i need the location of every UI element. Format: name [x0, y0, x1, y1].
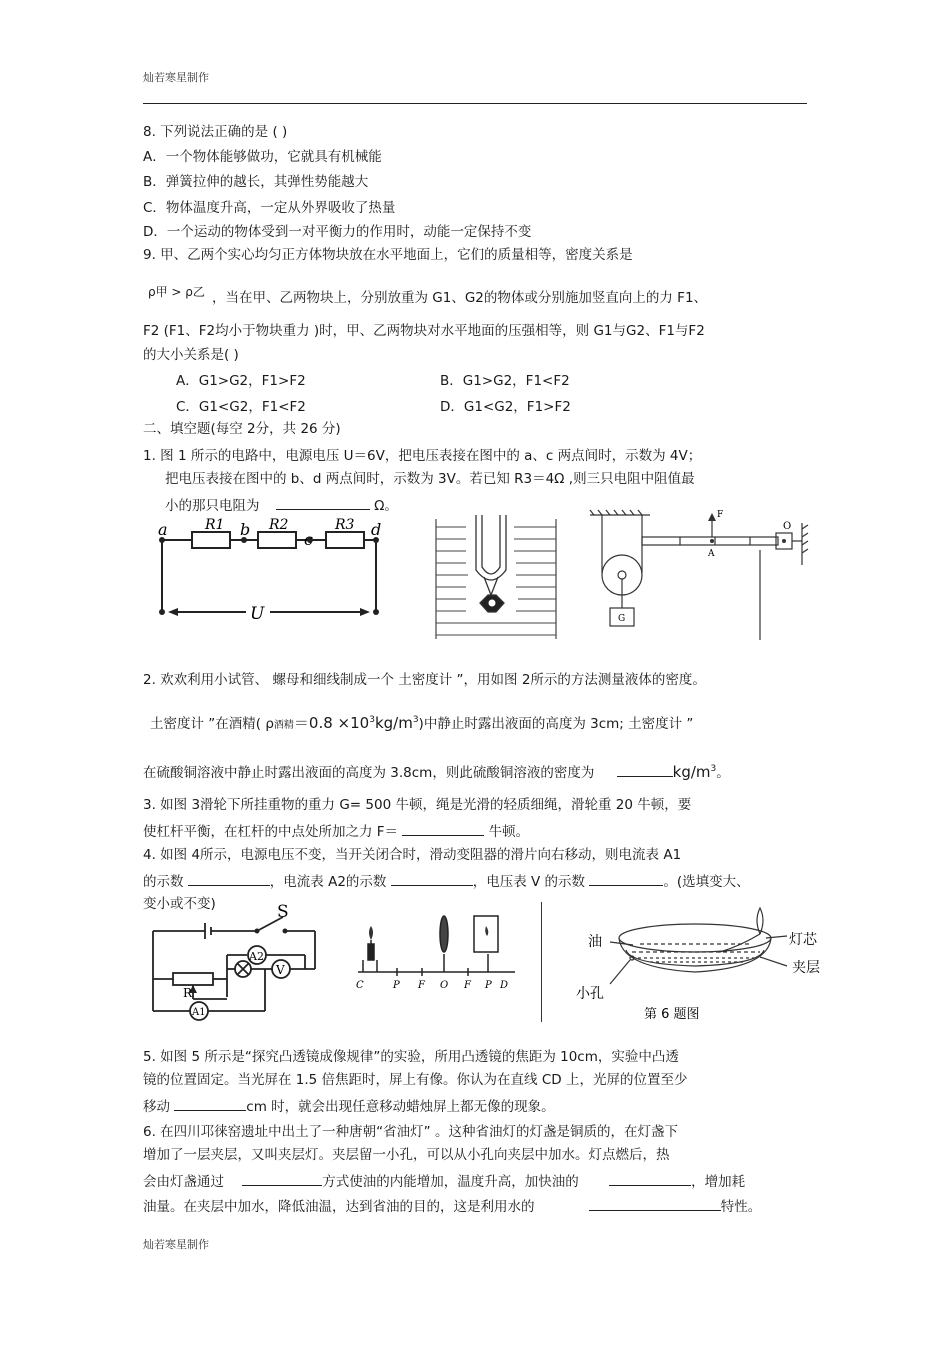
- figure-divider: [541, 902, 542, 1022]
- f4-line2-b: ，电流表 A2的示数: [269, 874, 387, 890]
- f2-line2: [150, 711, 693, 735]
- f6-line3-c: ，增加耗: [691, 1174, 746, 1190]
- f3-answer-blank[interactable]: [402, 821, 484, 836]
- f5-line2: 镜的位置固定。当光屏在 1.5 倍焦距时，屏上有像。你认为在直线 CD 上，光屏的位置至少: [143, 1072, 688, 1088]
- f3-line1: 3. 如图 3滑轮下所挂重物的重力 G= 500 牛顿，绳是光滑的轻质细绳，滑轮重 20 牛顿，要: [143, 797, 692, 813]
- f5-answer-blank[interactable]: [174, 1096, 246, 1111]
- f3-line2-b: 牛顿。: [488, 824, 530, 840]
- f2-line2-c: ＝0.8 ×10: [293, 714, 370, 732]
- fig3-label-f: F: [717, 510, 724, 520]
- f6-line3: [143, 1171, 745, 1191]
- fig6-caption: 第 6 题图: [644, 1007, 700, 1022]
- fig6-label-layer: 夹层: [792, 960, 820, 976]
- f4-line1: 4. 如图 4所示，电源电压不变，当开关闭合时，滑动变阻器的滑片向右移动，则电流表 A1: [143, 847, 682, 863]
- fig1-label-r2: R2: [269, 517, 289, 533]
- fig5-label-f1: F: [418, 980, 425, 991]
- q8-option-d: D．一个运动的物体受到一对平衡力的作用时，动能一定保持不变: [143, 224, 532, 240]
- f4-line3: 变小或不变): [143, 896, 216, 912]
- f4-answer-blank-v[interactable]: [589, 871, 663, 886]
- q9-line2: ，当在甲、乙两物块上，分别放重为 G1、G2的物体或分别施加竖直向上的力 F1、: [212, 290, 708, 306]
- f3-line2-a: 使杠杆平衡，在杠杆的中点处所加之力 F＝: [143, 824, 399, 840]
- fig4-label-a2: A2: [249, 950, 264, 963]
- q9-line4: 的大小关系是( ): [143, 347, 239, 363]
- f2-unit-sup: 3: [710, 764, 717, 774]
- header-rule: [143, 103, 807, 104]
- fig1-label-r3: R3: [335, 517, 355, 533]
- f4-answer-blank-a1[interactable]: [188, 871, 270, 886]
- f2-line2-g: )中静止时露出液面的高度为 3cm; 土密度计 ”: [418, 716, 694, 732]
- f6-answer-blank-1[interactable]: [242, 1171, 322, 1186]
- f2-line2-a: 土密度计 ”在酒精( ρ: [150, 716, 274, 732]
- q9-option-b: B．G1>G2，F1<F2: [440, 373, 570, 389]
- fig4-label-v: V: [276, 963, 285, 977]
- fig5-label-c: C: [356, 980, 364, 991]
- f1-line1: 1. 图 1 所示的电路中，电源电压 U＝6V，把电压表接在图中的 a、c 两点间时，示数为 4V；: [143, 448, 702, 464]
- f2-line2-f: 3: [412, 715, 419, 725]
- f4-line2: [143, 871, 750, 891]
- f6-line4-a: 油量。在夹层中加水，降低油温，达到省油的目的，这是利用水的: [143, 1199, 535, 1215]
- fig1-label-u: U: [250, 604, 265, 624]
- f5-line3: [143, 1096, 555, 1116]
- fig5-label-p2: P: [485, 980, 492, 991]
- figure-1-circuit: [150, 515, 390, 635]
- f4-line2-d: 。(选填变大、: [663, 874, 750, 890]
- f5-line1: 5. 如图 5 所示是“探究凸透镜成像规律”的实验，所用凸透镜的焦距为 10cm，实验中凸透: [143, 1049, 679, 1065]
- f2-line3: [143, 760, 730, 782]
- f6-line3-b: 方式使油的内能增加，温度升高，加快油的: [322, 1174, 579, 1190]
- f1-line2: 把电压表接在图中的 b、d 两点间时，示数为 3V。若已知 R3＝4Ω ,则三只电阻中阻值最: [165, 471, 695, 487]
- fig1-label-c: c: [304, 530, 313, 549]
- f2-answer-blank[interactable]: [617, 762, 673, 777]
- fig1-label-a: a: [158, 520, 168, 539]
- f2-line1: 2. 欢欢利用小试管、 螺母和细线制成一个 土密度计 ”，用如图 2所示的方法测量液体的密度。: [143, 672, 706, 688]
- q9-density-relation: ρ甲 > ρ乙: [148, 285, 205, 299]
- fig6-label-wick: 灯芯: [789, 932, 817, 948]
- fig1-label-b: b: [240, 520, 251, 539]
- figure-4-circuit: [145, 903, 325, 1028]
- f6-line3-a: 会由灯盏通过: [143, 1174, 224, 1190]
- fig4-label-a1: A1: [192, 1007, 206, 1018]
- fig3-label-g: G: [618, 614, 626, 624]
- fig6-label-hole: 小孔: [576, 986, 604, 1002]
- f2-line3-text: 在硫酸铜溶液中静止时露出液面的高度为 3.8cm，则此硫酸铜溶液的密度为: [143, 765, 595, 781]
- f6-line2: 增加了一层夹层，又叫夹层灯。夹层留一小孔，可以从小孔向夹层中加水。灯点燃后，热: [143, 1147, 670, 1163]
- fig5-label-p1: P: [393, 980, 400, 991]
- f2-unit: kg/m: [672, 763, 711, 781]
- f2-end: 。: [716, 765, 730, 781]
- fig6-label-oil: 油: [588, 934, 602, 950]
- f6-answer-blank-2[interactable]: [609, 1171, 691, 1186]
- f2-line2-e: kg/m: [374, 714, 413, 732]
- f5-line3-b: cm 时，就会出现任意移动蜡烛屏上都无像的现象。: [246, 1099, 555, 1115]
- f4-answer-blank-a2[interactable]: [391, 871, 473, 886]
- q8-option-c: C．物体温度升高，一定从外界吸收了热量: [143, 200, 396, 216]
- page-footer: 灿若寒星制作: [143, 1238, 209, 1251]
- f4-line2-c: ，电压表 V 的示数: [472, 874, 586, 890]
- q8-stem: 8. 下列说法正确的是 ( ): [143, 124, 288, 140]
- figure-5-optical-bench: [350, 912, 525, 994]
- f5-line3-a: 移动: [143, 1099, 170, 1115]
- fig4-label-r: R: [183, 986, 193, 1000]
- figure-3-pulley-lever: [590, 505, 815, 640]
- f6-answer-blank-3[interactable]: [589, 1196, 721, 1211]
- fig5-label-f2: F: [464, 980, 471, 991]
- page-header: 灿若寒星制作: [143, 71, 209, 84]
- f4-line2-a: 的示数: [143, 874, 184, 890]
- fig3-label-o: O: [783, 521, 792, 532]
- q9-option-a: A．G1>G2，F1>F2: [176, 373, 306, 389]
- f1-line3-text: 小的那只电阻为: [165, 498, 260, 514]
- f3-line2: [143, 821, 529, 841]
- f1-unit: Ω。: [374, 498, 398, 514]
- f2-line2-d: 3: [369, 715, 375, 725]
- q9-stem: 9. 甲、乙两个实心均匀正方体物块放在水平地面上，它们的质量相等，密度关系是: [143, 247, 633, 263]
- f2-line2-b: 酒精: [273, 720, 294, 731]
- f1-line3: [165, 495, 398, 515]
- fig5-label-o: O: [440, 980, 449, 991]
- figure-2-density-meter: [436, 515, 561, 640]
- fig5-label-d: D: [500, 980, 509, 991]
- q9-option-d: D．G1<G2，F1>F2: [440, 399, 571, 415]
- q8-option-b: B．弹簧拉伸的越长，其弹性势能越大: [143, 174, 369, 190]
- fig4-label-s: S: [277, 902, 289, 922]
- q9-line3: F2 (F1、F2均小于物块重力 )时，甲、乙两物块对水平地面的压强相等，则 G1与G2、F1与F2: [143, 323, 705, 339]
- f6-line4: [143, 1196, 761, 1216]
- f1-answer-blank[interactable]: [276, 495, 370, 510]
- figure-6-oil-lamp: [570, 900, 825, 1030]
- fig1-label-d: d: [371, 520, 382, 539]
- fig1-label-r1: R1: [205, 517, 225, 533]
- q8-option-a: A．一个物体能够做功，它就具有机械能: [143, 149, 382, 165]
- fig3-label-a: A: [708, 549, 715, 559]
- f6-line1: 6. 在四川邛徕窑遗址中出土了一种唐朝“省油灯” 。这种省油灯的灯盏是铜质的，在灯盏下: [143, 1124, 678, 1140]
- q9-option-c: C．G1<G2，F1<F2: [176, 399, 306, 415]
- f6-line4-b: 特性。: [720, 1199, 762, 1215]
- section-title: 二、填空题(每空 2分，共 26 分): [143, 421, 341, 437]
